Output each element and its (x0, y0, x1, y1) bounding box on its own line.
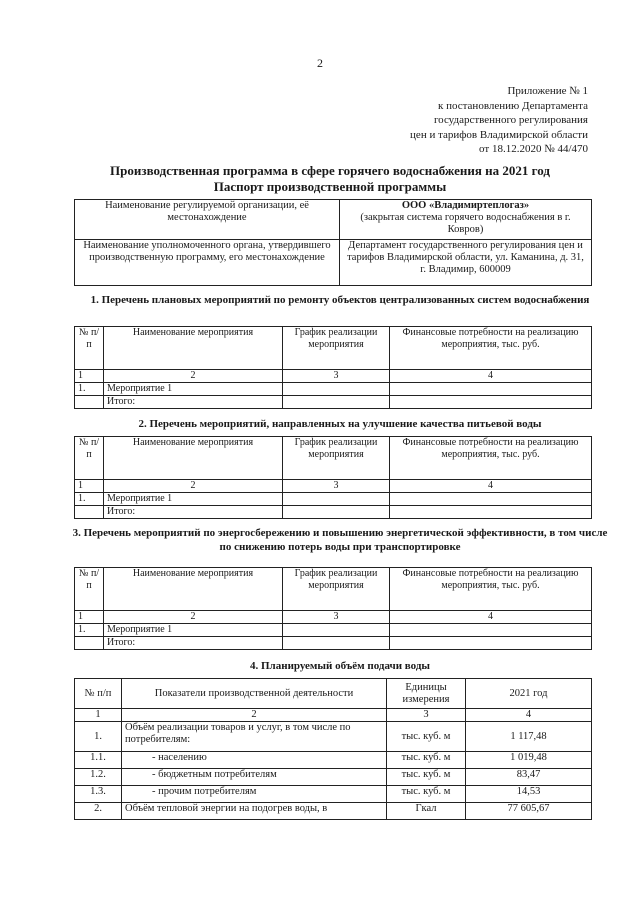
table-row (75, 803, 592, 820)
index-cell: 2 (104, 611, 283, 624)
row-num (75, 396, 104, 409)
title-line-2: Паспорт производственной программы (213, 179, 447, 194)
section-2-table (74, 436, 592, 519)
header-unit: Единицы измерения (387, 679, 466, 709)
appendix-line: Приложение № 1 (507, 85, 588, 97)
passport-table (74, 199, 592, 286)
org-cell (340, 200, 592, 240)
section-1-title: 1. Перечень плановых мероприятий по ремонту объектов централизованных систем водоснабжения (90, 294, 590, 306)
header-year: 2021 год (466, 679, 592, 709)
row-num: 1. (75, 383, 104, 396)
org-name: ООО «Владимиртеплогаз» (401, 200, 530, 211)
row-schedule (283, 506, 390, 519)
table-row (75, 493, 592, 506)
row-total: Итого: (104, 506, 283, 519)
row-total: Итого: (104, 396, 283, 409)
table-row (75, 383, 592, 396)
table-row (75, 786, 592, 803)
authority-value: Департамент государственного регулирования цен и тарифов Владимирской области, ул. Каманина, д. 31, г. Владимир, 600009 (340, 240, 592, 286)
row-schedule (283, 624, 390, 637)
row-finance (390, 383, 592, 396)
row-indicator: Объём реализации товаров и услуг, в том числе по потребителям: (122, 722, 387, 752)
index-cell: 4 (390, 480, 592, 493)
row-schedule (283, 383, 390, 396)
header-finance: Финансовые потребности на реализацию мероприятия, тыс. руб. (390, 327, 592, 370)
section-3-table (74, 567, 592, 650)
index-cell: 4 (390, 611, 592, 624)
appendix-line: государственного регулирования (433, 114, 588, 126)
section-1-table (74, 326, 592, 409)
table-row (75, 637, 592, 650)
row-num: 1. (75, 493, 104, 506)
row-total: Итого: (104, 637, 283, 650)
row-value: 14,53 (466, 786, 592, 803)
org-label: Наименование регулируемой организации, её местонахождение (75, 200, 340, 240)
row-value: 1 019,48 (466, 752, 592, 769)
table-row (75, 506, 592, 519)
row-schedule (283, 493, 390, 506)
index-cell: 4 (466, 709, 592, 722)
row-finance (390, 396, 592, 409)
row-num: 2. (75, 803, 122, 820)
header-schedule: График реализации мероприятия (283, 327, 390, 370)
index-cell: 4 (390, 370, 592, 383)
row-indicator: - бюджетным потребителям (122, 769, 387, 786)
header-finance: Финансовые потребности на реализацию мероприятия, тыс. руб. (390, 568, 592, 611)
header-finance: Финансовые потребности на реализацию мероприятия, тыс. руб. (390, 437, 592, 480)
row-num: 1.3. (75, 786, 122, 803)
row-num: 1.1. (75, 752, 122, 769)
row-event: Мероприятие 1 (104, 493, 283, 506)
row-num: 1. (75, 722, 122, 752)
header-num: № п/п (75, 327, 104, 370)
document-title (40, 163, 620, 195)
row-unit: Гкал (387, 803, 466, 820)
row-finance (390, 637, 592, 650)
row-value: 83,47 (466, 769, 592, 786)
row-num (75, 506, 104, 519)
table-row (75, 396, 592, 409)
row-unit: тыс. куб. м (387, 752, 466, 769)
header-schedule: График реализации мероприятия (283, 437, 390, 480)
index-cell: 2 (104, 480, 283, 493)
index-cell: 1 (75, 611, 104, 624)
row-finance (390, 624, 592, 637)
row-finance (390, 493, 592, 506)
appendix-line: к постановлению Департамента (437, 99, 588, 112)
index-cell: 2 (122, 709, 387, 722)
header-schedule: График реализации мероприятия (283, 568, 390, 611)
section-4-table (74, 678, 592, 820)
row-finance (390, 506, 592, 519)
index-cell: 3 (283, 370, 390, 383)
header-num: № п/п (75, 679, 122, 709)
table-row (75, 769, 592, 786)
header-indicator: Показатели производственной деятельности (122, 679, 387, 709)
table-row (75, 752, 592, 769)
page-number: 2 (317, 56, 323, 70)
header-num: № п/п (75, 437, 104, 480)
row-event: Мероприятие 1 (104, 383, 283, 396)
table-row (75, 624, 592, 637)
row-indicator: - прочим потребителям (122, 786, 387, 803)
row-indicator: Объём тепловой энергии на подогрев воды, в (122, 803, 387, 820)
section-2-title: 2. Перечень мероприятий, направленных на улучшение качества питьевой воды (138, 418, 542, 430)
section-3-title: 3. Перечень мероприятий по энергосбережению и повышению энергетической эффективности, в том числе по снижению потерь воды при транспортировке (72, 527, 608, 553)
header-name: Наименование мероприятия (104, 327, 283, 370)
section-4-title: 4. Планируемый объём подачи воды (250, 660, 430, 672)
row-schedule (283, 396, 390, 409)
appendix-line: от 18.12.2020 № 44/470 (479, 143, 588, 155)
index-cell: 3 (387, 709, 466, 722)
org-detail: (закрытая система горячего водоснабжения в г. Ковров) (360, 212, 571, 235)
appendix-note (410, 84, 588, 157)
index-cell: 1 (75, 370, 104, 383)
row-unit: тыс. куб. м (387, 722, 466, 752)
header-name: Наименование мероприятия (104, 568, 283, 611)
row-value: 1 117,48 (466, 722, 592, 752)
appendix-line: цен и тарифов Владимирской области (410, 128, 588, 141)
index-cell: 3 (283, 611, 390, 624)
index-cell: 1 (75, 709, 122, 722)
row-indicator: - населению (122, 752, 387, 769)
header-num: № п/п (75, 568, 104, 611)
row-schedule (283, 637, 390, 650)
authority-label: Наименование уполномоченного органа, утвердившего производственную программу, его местонахождение (75, 240, 340, 286)
row-value: 77 605,67 (466, 803, 592, 820)
row-event: Мероприятие 1 (104, 624, 283, 637)
row-unit: тыс. куб. м (387, 786, 466, 803)
index-cell: 2 (104, 370, 283, 383)
row-num: 1.2. (75, 769, 122, 786)
row-num (75, 637, 104, 650)
row-unit: тыс. куб. м (387, 769, 466, 786)
title-line-1: Производственная программа в сфере горячего водоснабжения на 2021 год (110, 163, 550, 178)
row-num: 1. (75, 624, 104, 637)
table-row (75, 722, 592, 752)
header-name: Наименование мероприятия (104, 437, 283, 480)
index-cell: 1 (75, 480, 104, 493)
index-cell: 3 (283, 480, 390, 493)
